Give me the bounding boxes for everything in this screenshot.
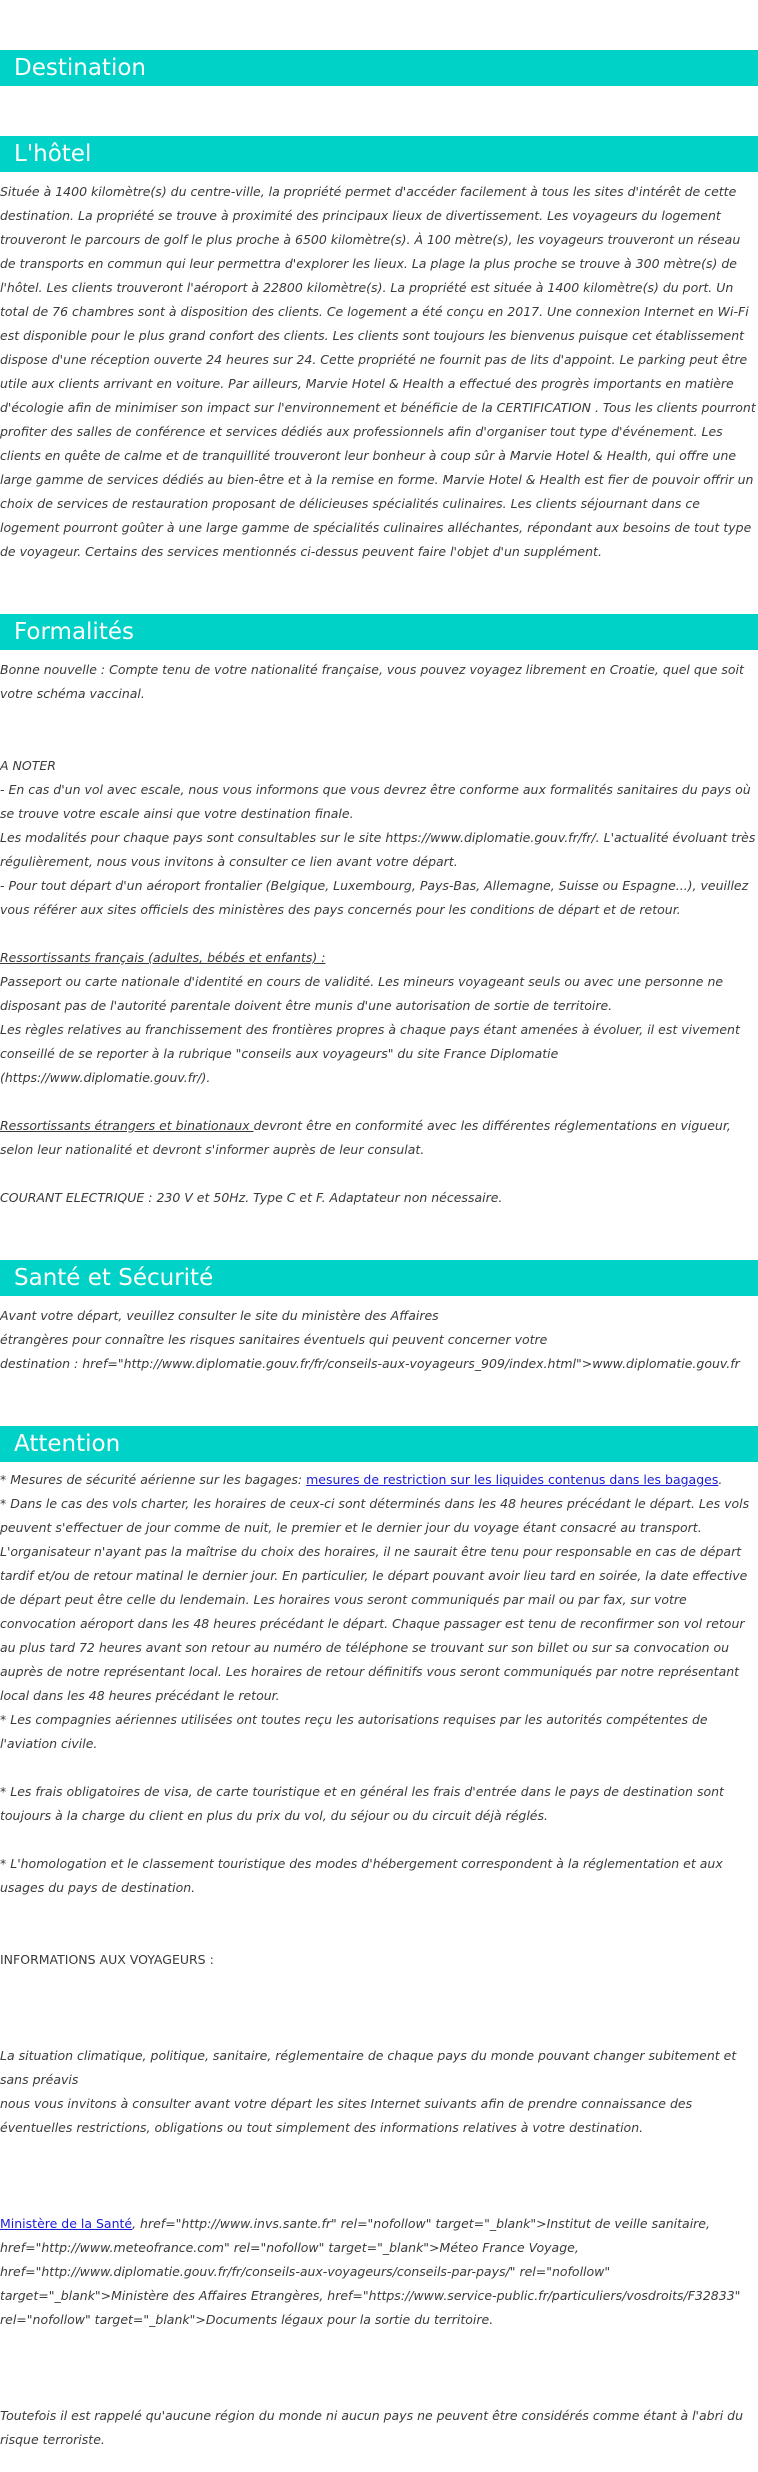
fees-paragraph: * Les frais obligatoires de visa, de carte touristique et en général les frais d'entrée dans le pays de destination sont toujours à la charge du client en plus du prix du vol, du séjour ou du circuit déjà réglés. <box>0 1784 724 1823</box>
french-nationals-text-1: Passeport ou carte nationale d'identité en cours de validité. Les mineurs voyageant seuls ou avec une personne ne disposant pas de l'autorité parentale doivent être munis d'une autorisation de sortie de territoire. <box>0 974 724 1013</box>
note-line-1: - En cas d'un vol avec escale, nous vous informons que vous devrez être conforme aux formalités sanitaires du pays où se trouve votre escale ainsi que votre destination finale. <box>0 782 751 821</box>
destination-section <box>0 50 758 86</box>
airlines-paragraph: * Les compagnies aériennes utilisées ont toutes reçu les autorisations requises par les autorités compétentes de l'aviation civile. <box>0 1712 708 1751</box>
sante-line-1: Avant votre départ, veuillez consulter le site du ministère des Affaires <box>0 1308 439 1323</box>
electric-info: COURANT ELECTRIQUE : 230 V et 50Hz. Type C et F. Adaptateur non nécessaire. <box>0 1190 503 1205</box>
attention-section <box>0 1426 758 2452</box>
foreign-nationals-paragraph <box>0 1114 758 1162</box>
ministry-health-link[interactable]: Ministère de la Santé <box>0 2216 133 2231</box>
page <box>0 50 758 2472</box>
note-title: A NOTER <box>0 758 56 773</box>
attention-body <box>0 1468 758 2452</box>
liquid-restrictions-link[interactable]: mesures de restriction sur les liquides contenus dans les bagages <box>306 1472 719 1487</box>
ministry-paragraph <box>0 2212 758 2332</box>
attention-heading: Attention <box>0 1426 758 1462</box>
security-paragraph <box>0 1468 758 1492</box>
hotel-heading: L'hôtel <box>0 136 758 172</box>
situation-line-2: nous vous invitons à consulter avant votre départ les sites Internet suivants afin de prendre connaissance des éventuelles restrictions, obligations ou tout simplement des informations relatives à votre destination. <box>0 2096 693 2135</box>
hotel-section <box>0 136 758 564</box>
foreign-nationals-text: devront être en conformité avec les différentes réglementations en vigueur, selon leur nationalité et devront s'informer auprès de leur consulat. <box>0 1118 731 1157</box>
situation-line-1: La situation climatique, politique, sanitaire, réglementaire de chaque pays du monde pouvant changer subitement et sans préavis <box>0 2048 737 2087</box>
sante-line-3: destination : href="http://www.diplomatie.gouv.fr/fr/conseils-aux-voyageurs_909/index.html">www.diplomatie.gouv.fr <box>0 1356 740 1371</box>
destination-heading: Destination <box>0 50 758 86</box>
french-nationals-text-2: Les règles relatives au franchissement des frontières propres à chaque pays étant amenées à évoluer, il est vivement conseillé de se reporter à la rubrique "conseils aux voyageurs" du site France Diplomatie (https://www.diplomatie.gouv.fr/). <box>0 1022 740 1085</box>
formalites-heading: Formalités <box>0 614 758 650</box>
note-line-2: Les modalités pour chaque pays sont consultables sur le site https://www.diplomatie.gouv.fr/fr/. L'actualité évoluant très régulièrement, nous vous invitons à consulter ce lien avant votre départ. <box>0 830 756 869</box>
sante-section <box>0 1260 758 1376</box>
formalites-section <box>0 614 758 1210</box>
hotel-description: Située à 1400 kilomètre(s) du centre-ville, la propriété permet d'accéder facilement à tous les sites d'intérêt de cette destination. La propriété se trouve à proximité des principaux lieux de divertissement. Les voyageurs du logement trouveront le parcours de golf le plus proche à 6500 kilomètre(s). À 100 mètre(s), les voyageurs trouveront un réseau de transports en commun qui leur permettra d'explorer les lieux. La plage la plus proche se trouve à 300 mètre(s) de l'hôtel. Les clients trouveront l'aéroport à 22800 kilomètre(s). La propriété est située à 1400 kilomètre(s) du port. Un total de 76 chambres sont à disposition des clients. Ce logement a été conçu en 2017. Une connexion Internet en Wi-Fi est disponible pour le plus grand confort des clients. Les clients sont toujours les bienvenus puisque cet établissement dispose d'une réception ouverte 24 heures sur 24. Cette propriété ne fournit pas de lits d'appoint. Le parking peut être utile aux clients arrivant en voiture. Par ailleurs, Marvie Hotel & Health a effectué des progrès importants en matière d'écologie afin de minimiser son impact sur l'environnement et bénéficie de la CERTIFICATION . Tous les clients pourront profiter des salles de conférence et services dédiés aux professionnels afin d'organiser tout type d'événement. Les clients en quête de calme et de tranquillité trouveront leur bonheur à coup sûr à Marvie Hotel & Health, qui offre une large gamme de services dédiés au bien-être et à la remise en forme. Marvie Hotel & Health est fier de pouvoir offrir un choix de services de restauration proposant de délicieuses spécialités culinaires. Les clients séjournant dans ce logement pourront goûter à une large gamme de spécialités culinaires alléchantes, répondant aux besoins de tout type de voyageur. Certains des services mentionnés ci-dessus peuvent faire l'objet d'un supplément. <box>0 184 756 559</box>
sante-body <box>0 1304 758 1376</box>
note-line-3: - Pour tout départ d'un aéroport frontalier (Belgique, Luxembourg, Pays-Bas, Allemagne, Suisse ou Espagne...), veuillez vous référer aux sites officiels des ministères des pays concernés pour les conditions de départ et de retour. <box>0 878 749 917</box>
french-nationals-heading: Ressortissants français (adultes, bébés et enfants) : <box>0 950 326 965</box>
homologation-paragraph: * L'homologation et le classement touristique des modes d'hébergement correspondent à la réglementation et aux usages du pays de destination. <box>0 1856 723 1895</box>
terror-paragraph: Toutefois il est rappelé qu'aucune région du monde ni aucun pays ne peuvent être considérés comme étant à l'abri du risque terroriste. <box>0 2408 744 2447</box>
foreign-nationals-heading: Ressortissants étrangers et binationaux <box>0 1118 254 1133</box>
security-suffix: . <box>718 1472 723 1487</box>
info-title: INFORMATIONS AUX VOYAGEURS : <box>0 1952 214 1967</box>
formalites-intro: Bonne nouvelle : Compte tenu de votre nationalité française, vous pouvez voyagez librement en Croatie, quel que soit votre schéma vaccinal. <box>0 662 744 701</box>
sante-heading: Santé et Sécurité <box>0 1260 758 1296</box>
security-prefix: * Mesures de sécurité aérienne sur les bagages: <box>0 1472 307 1487</box>
formalites-body <box>0 658 758 1210</box>
charter-paragraph: * Dans le cas des vols charter, les horaires de ceux-ci sont déterminés dans les 48 heures précédant le départ. Les vols peuvent s'effectuer de jour comme de nuit, le premier et le dernier jour du voyage étant consacré au transport. L'organisateur n'ayant pas la maîtrise du choix des horaires, il ne saurait être tenu pour responsable en cas de départ tardif et/ou de retour matinal le dernier jour. En particulier, le départ pouvant avoir lieu tard en soirée, la date effective de départ peut être celle du lendemain. Les horaires vous seront communiqués par mail ou par fax, sur votre convocation aéroport dans les 48 heures précédant le départ. Chaque passager est tenu de reconfirmer son vol retour au plus tard 72 heures avant son retour au numéro de téléphone se trouvant sur son billet ou sur sa convocation ou auprès de notre représentant local. Les horaires de retour définitifs vous seront communiqués par notre représentant local dans les 48 heures précédant le retour. <box>0 1496 750 1703</box>
hotel-body <box>0 180 758 564</box>
ministry-text: , href="http://www.invs.sante.fr" rel="nofollow" target="_blank">Institut de veille sanitaire, href="http://www.meteofrance.com" rel="nofollow" target="_blank">Méteo France Voyage, href="http://www.diplomatie.gouv.fr/fr/conseils-aux-voyageurs/conseils-par-pays/" rel="nofollow" target="_blank">Ministère des Affaires Etrangères, href="https://www.service-public.fr/particuliers/vosdroits/F32833" rel="nofollow" target="_blank">Documents légaux pour la sortie du territoire. <box>0 2216 741 2327</box>
sante-line-2: étrangères pour connaître les risques sanitaires éventuels qui peuvent concerner votre <box>0 1332 548 1347</box>
